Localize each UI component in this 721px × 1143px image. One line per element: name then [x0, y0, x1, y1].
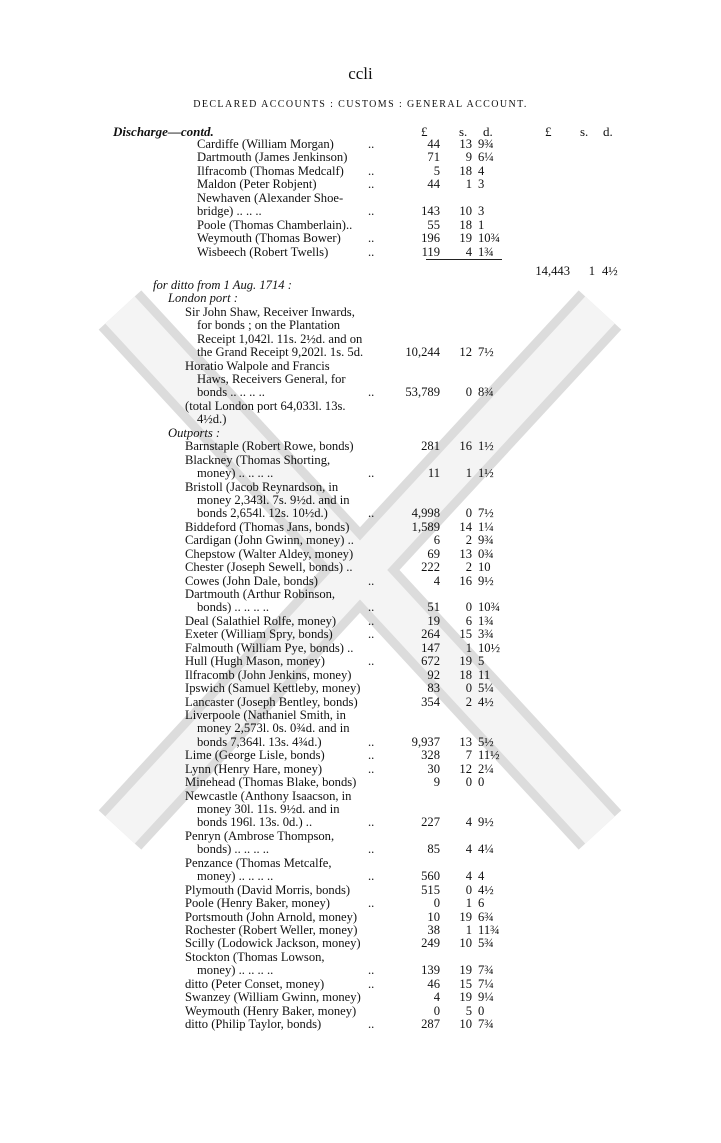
amount-pounds: 10: [427, 909, 440, 924]
entry-text: Chepstow (Walter Aldey, money): [185, 546, 354, 561]
entry-row: [0, 575, 721, 588]
entry-text: Plymouth (David Morris, bonds): [185, 882, 351, 897]
entry-text: Scilly (Lodowick Jackson, money): [185, 936, 361, 951]
leader-dots: ..: [368, 963, 375, 978]
amount-pounds: 51: [427, 600, 440, 615]
entry-text: ditto (Philip Taylor, bonds): [185, 1017, 322, 1031]
amount-shillings: 13: [459, 137, 472, 151]
amount-pence: 7¾: [478, 963, 494, 978]
amount-pence: 6: [478, 896, 485, 911]
amount-pence: 10¾: [478, 231, 501, 246]
entry-row: [0, 588, 721, 601]
amount-shillings: 12: [459, 345, 472, 360]
entry-text: Deal (Salathiel Rolfe, money): [185, 613, 337, 628]
entry-row: [0, 205, 721, 218]
leader-dots: ..: [368, 204, 375, 219]
amount-pence: 4½: [478, 882, 494, 897]
entry-text: Newcastle (Anthony Isaacson, in: [185, 788, 352, 803]
leader-dots: ..: [368, 734, 375, 749]
entry-row: [0, 830, 721, 843]
amount-shillings: 19: [459, 654, 472, 669]
amount-pounds: 30: [427, 761, 440, 776]
entry-text: Lynn (Henry Hare, money): [185, 761, 323, 776]
entry-text: Rochester (Robert Weller, money): [185, 922, 358, 937]
amount-pounds: 287: [421, 1017, 440, 1031]
total-pounds: 14,443: [535, 263, 570, 278]
amount-shillings: 6: [465, 613, 472, 628]
leader-dots: ..: [368, 627, 375, 642]
entry-row: [0, 749, 721, 762]
amount-pence: 1½: [478, 466, 494, 481]
entry-text: for ditto from 1 Aug. 1714 :: [153, 277, 292, 292]
amount-pence: 5½: [478, 734, 494, 749]
entry-text: Cardiffe (William Morgan): [197, 137, 334, 151]
amount-pence: 6¾: [478, 909, 494, 924]
entry-row: [0, 843, 721, 856]
leader-dots: ..: [368, 573, 375, 588]
leader-dots: ..: [368, 177, 375, 192]
amount-shillings: 12: [459, 761, 472, 776]
entry-row: [0, 857, 721, 870]
amount-pounds: 328: [421, 748, 440, 763]
entry-row: [0, 1018, 721, 1031]
amount-pence: 1½: [478, 439, 494, 454]
entry-row: [0, 548, 721, 561]
amount-pounds: 1,589: [411, 519, 440, 534]
col-header-pence: d.: [483, 124, 493, 139]
entry-row: [0, 192, 721, 205]
entry-row: [0, 790, 721, 803]
entry-row: [0, 292, 721, 305]
page-number: ccli: [348, 64, 373, 83]
entry-row: [0, 306, 721, 319]
entry-text: Horatio Walpole and Francis: [185, 358, 330, 373]
leader-dots: ..: [368, 761, 375, 776]
entry-text: bonds) .. .. .. ..: [197, 842, 270, 857]
amount-shillings: 1: [465, 922, 472, 937]
amount-pounds: 4: [433, 573, 440, 588]
amount-pence: 11¾: [478, 922, 500, 937]
leader-dots: ..: [368, 654, 375, 669]
amount-pence: 4½: [478, 694, 494, 709]
entry-text: the Grand Receipt 9,202l. 1s. 5d.: [197, 345, 364, 360]
entry-row: [0, 165, 721, 178]
leader-dots: ..: [368, 231, 375, 246]
entry-text: money) .. .. .. ..: [197, 869, 274, 884]
amount-shillings: 4: [465, 815, 472, 830]
amount-shillings: 0: [465, 600, 472, 615]
sum-rule: [426, 259, 502, 260]
leader-dots: ..: [368, 842, 375, 857]
entry-row: [0, 924, 721, 937]
entry-text: bonds .. .. .. ..: [197, 385, 265, 400]
entry-text: Bristoll (Jacob Reynardson, in: [185, 479, 339, 494]
entry-row: [0, 991, 721, 1004]
amount-shillings: 13: [459, 734, 472, 749]
leader-dots: ..: [368, 896, 375, 911]
amount-shillings: 15: [459, 627, 472, 642]
amount-shillings: 19: [459, 231, 472, 246]
amount-pounds: 44: [427, 137, 440, 151]
amount-shillings: 1: [465, 640, 472, 655]
leader-dots: ..: [368, 163, 375, 178]
entry-row: [0, 628, 721, 641]
entry-text: Cowes (John Dale, bonds): [185, 573, 318, 588]
entry-text: Newhaven (Alexander Shoe-: [197, 190, 344, 205]
amount-pounds: 92: [427, 667, 440, 682]
amount-pence: 0¾: [478, 546, 494, 561]
leader-dots: ..: [368, 748, 375, 763]
amount-pounds: 69: [427, 546, 440, 561]
amount-shillings: 5: [465, 1003, 472, 1018]
entry-row: [0, 178, 721, 191]
amount-shillings: 2: [465, 533, 472, 548]
entry-row: [0, 978, 721, 991]
amount-pence: 9¾: [478, 533, 494, 548]
entry-text: money) .. .. .. ..: [197, 466, 274, 481]
entry-text: Dartmouth (James Jenkinson): [197, 150, 348, 165]
entry-text: bonds 7,364l. 13s. 4¾d.): [197, 734, 322, 749]
entry-row: [0, 964, 721, 977]
entry-row: [0, 897, 721, 910]
amount-pounds: 9,937: [411, 734, 440, 749]
amount-shillings: 1: [465, 466, 472, 481]
entry-row: [0, 803, 721, 816]
leader-dots: ..: [368, 137, 375, 151]
entry-text: Haws, Receivers General, for: [197, 372, 346, 386]
amount-pounds: 227: [421, 815, 440, 830]
entry-row: [0, 232, 721, 245]
amount-pence: 7½: [478, 345, 494, 360]
col-header-total-pounds: £: [545, 124, 552, 139]
entry-text: bonds) .. .. .. ..: [197, 600, 270, 615]
amount-pounds: 83: [427, 681, 440, 696]
amount-shillings: 1: [465, 896, 472, 911]
entry-text: Falmouth (William Pye, bonds) ..: [185, 640, 354, 655]
entry-row: [0, 507, 721, 520]
entry-row: [0, 440, 721, 453]
amount-pence: 0: [478, 775, 485, 790]
entry-text: 4½d.): [197, 412, 227, 427]
entry-text: Weymouth (Thomas Bower): [197, 231, 341, 246]
amount-shillings: 19: [459, 990, 472, 1005]
entry-row: [0, 319, 721, 332]
entry-text: Barnstaple (Robert Rowe, bonds): [185, 439, 354, 454]
entry-text: bonds 196l. 13s. 0d.) ..: [197, 815, 313, 830]
amount-shillings: 0: [465, 506, 472, 521]
entry-text: London port :: [168, 291, 238, 306]
amount-shillings: 14: [459, 519, 472, 534]
running-head: DECLARED ACCOUNTS : CUSTOMS : GENERAL ACCOUNT.: [193, 99, 528, 110]
discharge-label: Discharge—contd.: [113, 124, 214, 139]
amount-shillings: 19: [459, 963, 472, 978]
amount-pence: 9½: [478, 573, 494, 588]
amount-pence: 4: [478, 163, 485, 178]
entry-row: [0, 816, 721, 829]
entry-text: Penryn (Ambrose Thompson,: [185, 828, 335, 843]
amount-pence: 9¾: [478, 137, 494, 151]
entry-text: Weymouth (Henry Baker, money): [185, 1003, 357, 1018]
col-header-pounds: £: [421, 124, 428, 139]
entry-row: [0, 219, 721, 232]
amount-pounds: 0: [433, 896, 440, 911]
entry-row: [0, 911, 721, 924]
amount-shillings: 4: [465, 869, 472, 884]
entry-text: ditto (Peter Conset, money): [185, 976, 325, 991]
entry-text: Chester (Joseph Sewell, bonds) ..: [185, 560, 353, 575]
entry-row: [0, 601, 721, 614]
amount-pence: 7¼: [478, 976, 494, 991]
entry-text: money 30l. 11s. 9½d. and in: [197, 802, 340, 816]
amount-shillings: 9: [465, 150, 472, 165]
amount-pounds: 53,789: [405, 385, 440, 400]
amount-pounds: 147: [421, 640, 440, 655]
entry-row: [0, 696, 721, 709]
amount-pounds: 5: [433, 163, 440, 178]
amount-shillings: 0: [465, 775, 472, 790]
amount-shillings: 2: [465, 560, 472, 575]
entry-row: [0, 521, 721, 534]
amount-pounds: 11: [427, 466, 440, 481]
entry-text: Swanzey (William Gwinn, money): [185, 990, 361, 1005]
entry-text: bridge) .. .. ..: [197, 204, 262, 219]
amount-pence: 10¾: [478, 600, 501, 615]
entry-text: Poole (Thomas Chamberlain)..: [197, 217, 353, 232]
entry-text: Maldon (Peter Robjent): [197, 177, 317, 192]
entry-text: Sir John Shaw, Receiver Inwards,: [185, 304, 355, 319]
amount-pence: 8¾: [478, 385, 494, 400]
amount-pounds: 55: [427, 217, 440, 232]
amount-pounds: 672: [421, 654, 440, 669]
entry-text: money 2,343l. 7s. 9½d. and in: [197, 492, 350, 507]
amount-pounds: 44: [427, 177, 440, 192]
entry-row: [0, 655, 721, 668]
amount-pence: 1¼: [478, 519, 494, 534]
entry-row: [0, 360, 721, 373]
amount-pence: 11: [478, 667, 491, 682]
amount-shillings: 16: [459, 573, 472, 588]
amount-pence: 3: [478, 204, 485, 219]
amount-shillings: 19: [459, 909, 472, 924]
amount-pence: 1¾: [478, 613, 494, 628]
entry-row: [0, 400, 721, 413]
entry-text: Ipswich (Samuel Kettleby, money): [185, 681, 361, 696]
amount-pence: 3¾: [478, 627, 494, 642]
entry-text: Portsmouth (John Arnold, money): [185, 909, 358, 924]
amount-pence: 3: [478, 177, 485, 192]
entry-row: [0, 763, 721, 776]
entry-text: Outports :: [168, 425, 221, 440]
entry-row: [0, 682, 721, 695]
amount-shillings: 0: [465, 385, 472, 400]
entry-text: Exeter (William Spry, bonds): [185, 627, 333, 642]
amount-pounds: 139: [421, 963, 440, 978]
entry-row: [0, 279, 721, 292]
amount-pounds: 6: [433, 533, 440, 548]
total-pence: 4½: [602, 263, 618, 278]
entry-row: [0, 246, 721, 259]
amount-pounds: 560: [421, 869, 440, 884]
leader-dots: ..: [368, 613, 375, 628]
entry-row: [0, 937, 721, 950]
amount-pence: 6¼: [478, 150, 494, 165]
amount-pence: 10: [478, 560, 491, 575]
entry-text: Liverpoole (Nathaniel Smith, in: [185, 707, 346, 722]
amount-pounds: 119: [421, 244, 440, 259]
amount-shillings: 18: [459, 163, 472, 178]
leader-dots: ..: [368, 466, 375, 481]
entry-row: [0, 386, 721, 399]
amount-pence: 9¼: [478, 990, 494, 1005]
amount-shillings: 18: [459, 217, 472, 232]
amount-shillings: 18: [459, 667, 472, 682]
entry-row: [0, 709, 721, 722]
leader-dots: ..: [368, 506, 375, 521]
amount-pence: 5¾: [478, 936, 494, 951]
amount-shillings: 4: [465, 244, 472, 259]
entry-text: (total London port 64,033l. 13s.: [185, 398, 346, 413]
entry-row: [0, 151, 721, 164]
amount-shillings: 10: [459, 1017, 472, 1031]
amount-pence: 10½: [478, 640, 501, 655]
amount-shillings: 13: [459, 546, 472, 561]
entry-text: Blackney (Thomas Shorting,: [185, 452, 331, 467]
entry-row: [0, 561, 721, 574]
amount-pounds: 281: [421, 439, 440, 454]
amount-pounds: 264: [421, 627, 440, 642]
entry-row: [0, 884, 721, 897]
col-header-total-pence: d.: [603, 124, 613, 139]
entry-text: Ilfracomb (John Jenkins, money): [185, 667, 352, 682]
amount-shillings: 10: [459, 936, 472, 951]
entry-row: [0, 467, 721, 480]
entry-text: Lime (George Lisle, bonds): [185, 748, 325, 763]
entry-row: [0, 427, 721, 440]
amount-pounds: 4,998: [411, 506, 440, 521]
amount-pounds: 46: [427, 976, 440, 991]
col-header-shillings: s.: [459, 124, 468, 139]
entry-text: Wisbeech (Robert Twells): [197, 244, 329, 259]
leader-dots: ..: [368, 1017, 375, 1031]
entry-row: [0, 722, 721, 735]
amount-shillings: 15: [459, 976, 472, 991]
amount-pounds: 222: [421, 560, 440, 575]
leader-dots: ..: [368, 244, 375, 259]
amount-shillings: 4: [465, 842, 472, 857]
entry-text: Lancaster (Joseph Bentley, bonds): [185, 694, 358, 709]
entry-text: Poole (Henry Baker, money): [185, 896, 330, 911]
entry-text: money) .. .. .. ..: [197, 963, 274, 978]
amount-pence: 1¾: [478, 244, 494, 259]
amount-pence: 7½: [478, 506, 494, 521]
amount-shillings: 7: [465, 748, 472, 763]
entry-row: [0, 454, 721, 467]
entry-row: [0, 534, 721, 547]
entry-text: Minehead (Thomas Blake, bonds): [185, 775, 357, 790]
entry-text: money 2,573l. 0s. 0¾d. and in: [197, 721, 350, 736]
amount-shillings: 16: [459, 439, 472, 454]
subtotal-row: [0, 259, 721, 279]
entry-row: [0, 642, 721, 655]
entry-row: [0, 951, 721, 964]
amount-pounds: 249: [421, 936, 440, 951]
amount-shillings: 0: [465, 681, 472, 696]
entry-text: Stockton (Thomas Lowson,: [185, 949, 325, 964]
amount-pence: 2¼: [478, 761, 494, 776]
entry-row: [0, 373, 721, 386]
amount-pence: 4¼: [478, 842, 494, 857]
col-header-total-shillings: s.: [580, 124, 589, 139]
amount-pence: 5: [478, 654, 485, 669]
amount-pounds: 0: [433, 1003, 440, 1018]
amount-shillings: 1: [465, 177, 472, 192]
entry-row: [0, 776, 721, 789]
amount-pence: 4: [478, 869, 485, 884]
amount-pounds: 143: [421, 204, 440, 219]
entry-row: [0, 669, 721, 682]
amount-shillings: 2: [465, 694, 472, 709]
amount-pounds: 196: [421, 231, 440, 246]
amount-pounds: 9: [433, 775, 440, 790]
leader-dots: ..: [368, 815, 375, 830]
amount-pounds: 85: [427, 842, 440, 857]
amount-pence: 9½: [478, 815, 494, 830]
entry-text: Penzance (Thomas Metcalfe,: [185, 855, 332, 870]
leader-dots: ..: [368, 976, 375, 991]
amount-pounds: 10,244: [405, 345, 440, 360]
amount-pence: 1: [478, 217, 485, 232]
entry-text: Receipt 1,042l. 11s. 2½d. and on: [197, 331, 363, 346]
entry-row: [0, 333, 721, 346]
entry-text: Cardigan (John Gwinn, money) ..: [185, 533, 354, 548]
amount-pounds: 19: [427, 613, 440, 628]
leader-dots: ..: [368, 869, 375, 884]
amount-pounds: 71: [427, 150, 440, 165]
entry-row: [0, 138, 721, 151]
amount-pence: 5¼: [478, 681, 494, 696]
amount-shillings: 10: [459, 204, 472, 219]
leader-dots: ..: [368, 385, 375, 400]
entry-row: [0, 413, 721, 426]
entry-text: Biddeford (Thomas Jans, bonds): [185, 519, 350, 534]
entry-text: Dartmouth (Arthur Robinson,: [185, 587, 336, 601]
entry-row: [0, 615, 721, 628]
leader-dots: ..: [368, 600, 375, 615]
entry-row: [0, 346, 721, 359]
amount-pounds: 515: [421, 882, 440, 897]
entry-text: Hull (Hugh Mason, money): [185, 654, 325, 669]
entry-row: [0, 736, 721, 749]
amount-shillings: 0: [465, 882, 472, 897]
amount-pence: 0: [478, 1003, 485, 1018]
entry-text: bonds 2,654l. 12s. 10½d.): [197, 506, 328, 521]
entry-row: [0, 494, 721, 507]
entry-text: for bonds ; on the Plantation: [197, 318, 341, 333]
entry-text: Ilfracomb (Thomas Medcalf): [197, 163, 344, 178]
amount-pounds: 4: [433, 990, 440, 1005]
entry-row: [0, 870, 721, 883]
amount-pence: 7¾: [478, 1017, 494, 1031]
account-entries: [0, 138, 721, 1031]
entry-row: [0, 1005, 721, 1018]
entry-row: [0, 481, 721, 494]
total-shillings: 1: [588, 263, 595, 278]
amount-pounds: 38: [427, 922, 440, 937]
amount-pence: 11½: [478, 748, 500, 763]
amount-pounds: 354: [421, 694, 440, 709]
